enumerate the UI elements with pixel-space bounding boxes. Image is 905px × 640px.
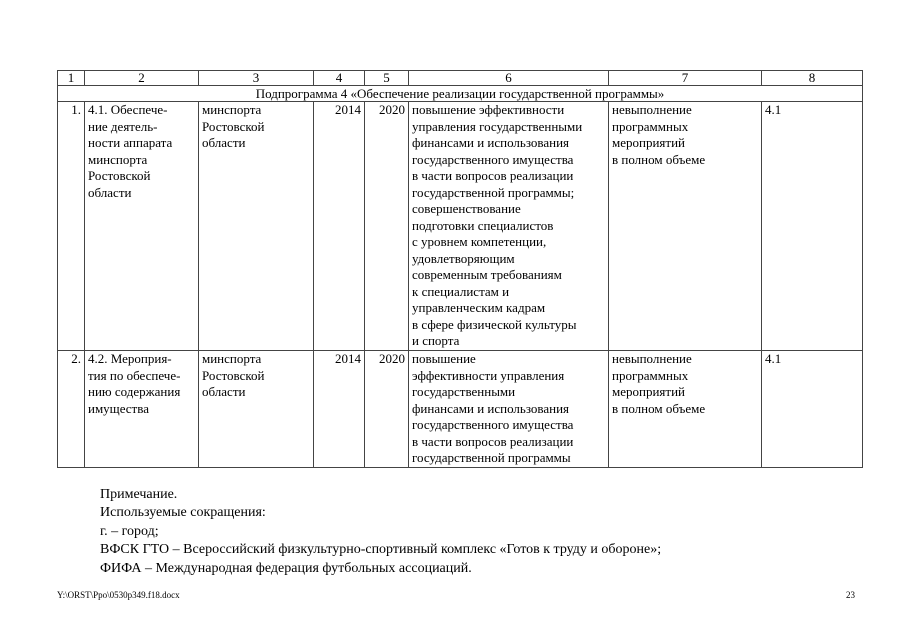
column-number: 3 [199,71,314,86]
text-line: области [202,384,246,399]
text-line: современным требованиям [412,267,562,282]
row-number: 1. [58,102,85,351]
abbreviation-item: ВФСК ГТО – Всероссийский физкультурно-спортивный комплекс «Готов к труду и обороне»; [100,542,662,558]
measure-name [85,351,199,468]
text-line: невыполнение [612,102,692,117]
consequences [609,102,762,351]
indicator-link: 4.1 [762,351,863,468]
end-year: 2020 [365,351,409,468]
notes-title: Примечание. [100,487,178,502]
program-table [57,70,863,468]
text-line: повышение эффективности [412,102,565,117]
text-line: Ростовской [88,168,151,183]
table-row [58,102,863,351]
text-line: в полном объеме [612,151,706,167]
column-number: 4 [314,71,365,86]
column-number: 1 [58,71,85,86]
text-line: 4.2. Мероприя- [88,351,172,366]
abbreviations-heading: Используемые сокращения: [100,505,266,521]
page-number: 23 [846,590,855,600]
row-number: 2. [58,351,85,468]
text-line: государственными [412,384,516,399]
column-number: 2 [85,71,199,86]
text-line: управленческим кадрам [412,300,546,315]
column-number: 7 [609,71,762,86]
column-number: 6 [409,71,609,86]
text-line: невыполнение [612,351,692,366]
text-line: управления государственными [412,118,583,134]
text-line: области [202,135,246,150]
text-line: совершенствование [412,201,521,216]
text-line: минспорта [88,151,148,167]
text-line: удовлетворяющим [412,250,515,266]
header-row [58,71,863,86]
text-line: нию содержания [88,384,181,399]
consequences [609,351,762,468]
text-line: минспорта [202,351,262,366]
text-line: в части вопросов реализации [412,168,574,183]
text-line: финансами и использования [412,135,570,150]
notes-section [100,486,661,578]
expected-result [409,102,609,351]
text-line: к специалистам и [412,283,510,299]
text-line: эффективности управления [412,367,565,383]
text-line: государственной программы; [412,184,575,200]
column-number: 5 [365,71,409,86]
executor [199,351,314,468]
table-row [58,351,863,468]
indicator-link: 4.1 [762,102,863,351]
text-line: области [88,184,132,200]
text-line: государственного имущества [412,151,574,167]
start-year: 2014 [314,102,365,351]
column-number: 8 [762,71,863,86]
text-line: ности аппарата [88,135,173,150]
expected-result [409,351,609,468]
text-line: имущества [88,400,149,416]
text-line: государственной программы [412,450,571,465]
start-year: 2014 [314,351,365,468]
text-line: повышение [412,351,476,366]
subprogram-title: Подпрограмма 4 «Обеспечение реализации государственной программы» [58,86,863,102]
text-line: подготовки специалистов [412,217,554,233]
text-line: 4.1. Обеспече- [88,102,168,117]
text-line: в сфере физической культуры [412,316,577,332]
end-year: 2020 [365,102,409,351]
measure-name [85,102,199,351]
text-line: с уровнем компетенции, [412,234,547,249]
text-line: в части вопросов реализации [412,433,574,449]
text-line: программных [612,367,689,383]
text-line: ние деятель- [88,118,158,134]
text-line: государственного имущества [412,417,574,432]
executor [199,102,314,351]
text-line: программных [612,118,689,134]
text-line: в полном объеме [612,400,706,416]
text-line: и спорта [412,333,460,348]
text-line: Ростовской [202,118,265,134]
text-line: минспорта [202,102,262,117]
text-line: тия по обеспече- [88,367,181,383]
text-line: мероприятий [612,384,685,399]
abbreviation-item: г. – город; [100,523,159,539]
text-line: мероприятий [612,135,685,150]
text-line: финансами и использования [412,400,570,416]
abbreviation-item: ФИФА – Международная федерация футбольных ассоциаций. [100,560,472,576]
subprogram-row [58,86,863,102]
text-line: Ростовской [202,367,265,383]
footer-file-path: Y:\ORST\Ppo\0530p349.f18.docx [57,590,180,600]
